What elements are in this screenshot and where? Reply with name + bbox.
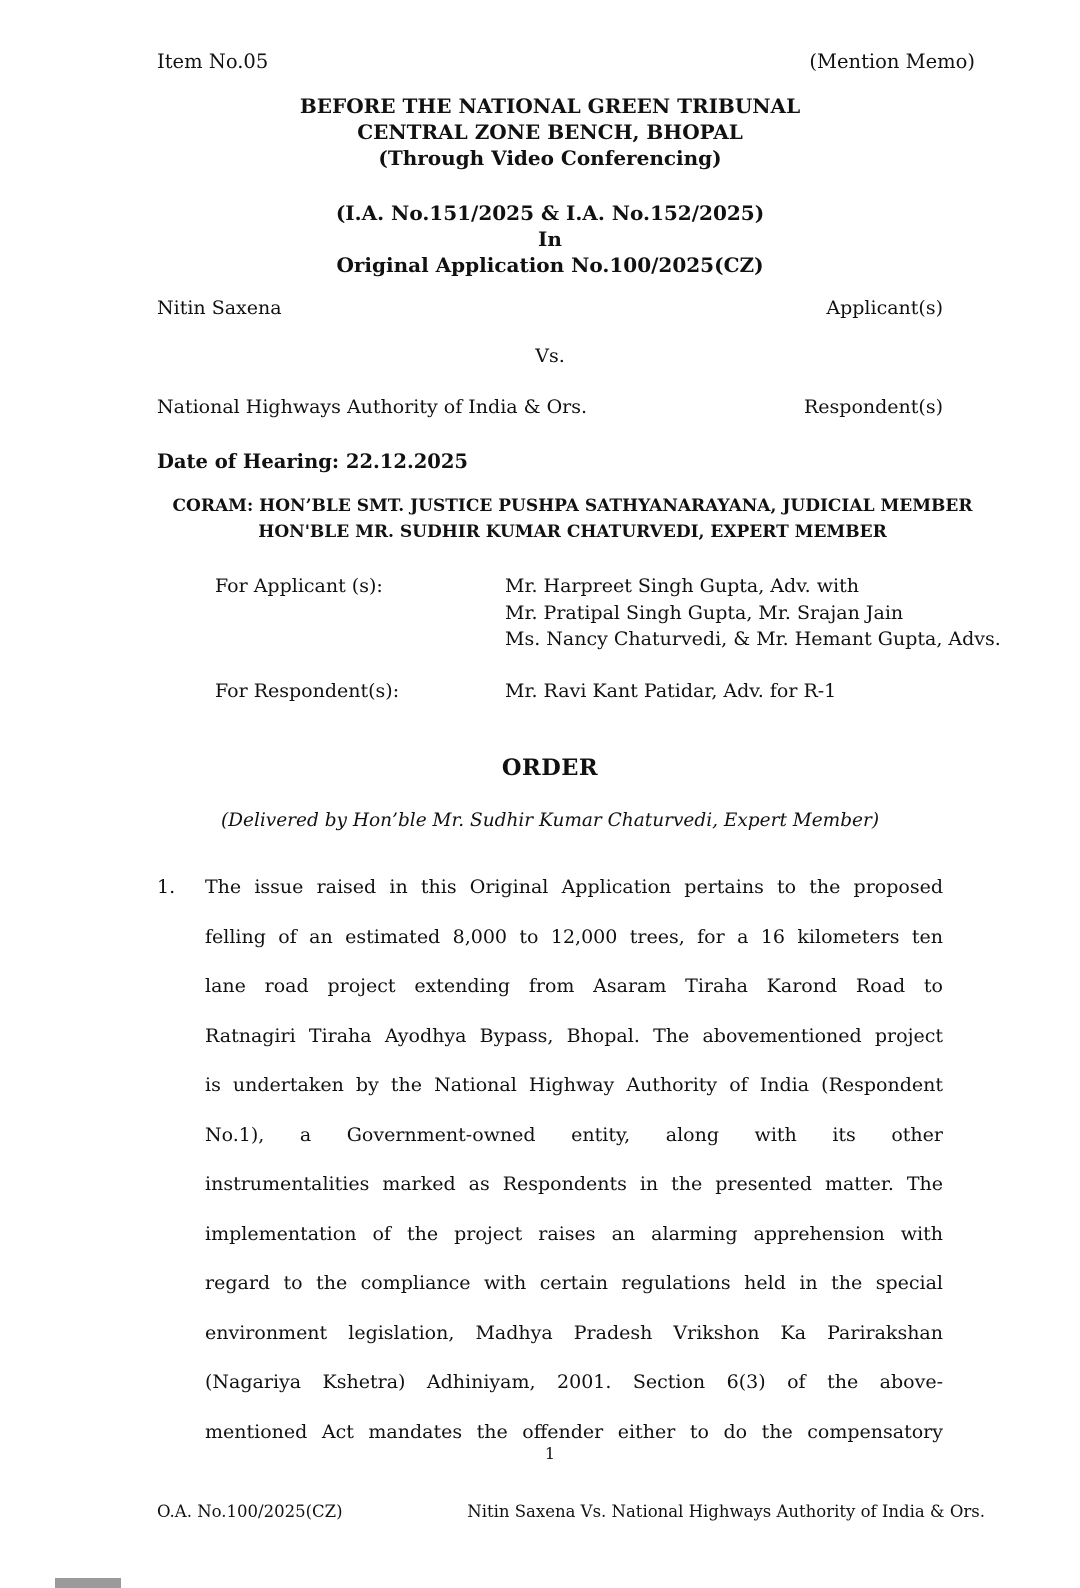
paragraph-line: is undertaken by the National Highway Authority of India (Respondent [205, 1074, 943, 1096]
respondent-row [157, 396, 943, 418]
paragraph-line: The issue raised in this Original Application pertains to the proposed [205, 876, 943, 898]
mention-memo: (Mention Memo) [809, 50, 975, 73]
header-row [157, 50, 975, 73]
appearance-respondent-counsel [505, 678, 1080, 705]
footer-case-title: Nitin Saxena Vs. National Highways Authority of India & Ors. [467, 1502, 985, 1521]
paragraph-line: implementation of the project raises an alarming apprehension with [205, 1222, 943, 1245]
paragraph-number: 1. [157, 876, 176, 898]
page-number: 1 [544, 1444, 556, 1463]
paragraph-line: instrumentalities marked as Respondents in the presented matter. The [205, 1173, 943, 1195]
footer-row [157, 1502, 985, 1521]
applicant-row [157, 297, 943, 319]
paragraph-line: lane road project extending from Asaram Tiraha Karond Road to [205, 975, 943, 997]
appearance-applicant-label: For Applicant (s): [215, 575, 383, 597]
counsel-line: Mr. Pratipal Singh Gupta, Mr. Srajan Jain [505, 601, 904, 624]
counsel-line: Ms. Nancy Chaturvedi, & Mr. Hemant Gupta, Advs. [505, 628, 1001, 650]
appearance-applicant [215, 573, 1080, 653]
scrollbar-thumb[interactable] [55, 1578, 121, 1588]
paragraph-line: (Nagariya Kshetra) Adhiniyam, 2001. Section 6(3) of the above- [205, 1371, 943, 1393]
paragraph-line: No.1), a Government-owned entity, along with its other [205, 1123, 943, 1146]
versus: Vs. [535, 345, 565, 367]
counsel-line: Mr. Harpreet Singh Gupta, Adv. with [505, 575, 859, 597]
paragraph-text [205, 863, 943, 1457]
paragraph-line: felling of an estimated 8,000 to 12,000 trees, for a 16 kilometers ten [205, 925, 943, 948]
paragraph-line: mentioned Act mandates the offender either to do the compensatory [205, 1420, 943, 1443]
oa-number: Original Application No.100/2025(CZ) [336, 253, 764, 277]
item-number: Item No.05 [157, 50, 269, 73]
order-heading: ORDER [501, 755, 599, 781]
date-of-hearing: Date of Hearing: 22.12.2025 [157, 450, 469, 473]
respondent-name: National Highways Authority of India & Ors. [157, 396, 588, 418]
coram [157, 493, 988, 545]
footer-case-number: O.A. No.100/2025(CZ) [157, 1502, 343, 1521]
tribunal-title-line2: CENTRAL ZONE BENCH, BHOPAL [357, 120, 743, 144]
order-paragraph-1 [157, 863, 943, 1457]
ia-numbers: (I.A. No.151/2025 & I.A. No.152/2025) [335, 201, 765, 225]
coram-line2: HON'BLE MR. SUDHIR KUMAR CHATURVEDI, EXPERT MEMBER [258, 522, 887, 542]
applicant-label: Applicant(s) [826, 297, 943, 319]
delivered-by-line: (Delivered by Hon’ble Mr. Sudhir Kumar Chaturvedi, Expert Member) [220, 810, 880, 831]
appearance-applicant-counsel [505, 573, 1080, 653]
paragraph-line: environment legislation, Madhya Pradesh Vrikshon Ka Parirakshan [205, 1321, 943, 1344]
appearance-respondent-label: For Respondent(s): [215, 680, 400, 702]
case-numbers [157, 200, 943, 278]
appearance-respondent [215, 678, 1080, 705]
tribunal-title-line1: BEFORE THE NATIONAL GREEN TRIBUNAL [299, 94, 801, 118]
tribunal-title-line3: (Through Video Conferencing) [378, 146, 722, 170]
paragraph-line: regard to the compliance with certain regulations held in the special [205, 1272, 943, 1294]
in-word: In [538, 227, 562, 251]
tribunal-title [157, 93, 943, 171]
respondent-label: Respondent(s) [804, 396, 943, 418]
applicant-name: Nitin Saxena [157, 297, 282, 319]
coram-line1: CORAM: HON’BLE SMT. JUSTICE PUSHPA SATHYANARAYANA, JUDICIAL MEMBER [172, 496, 973, 516]
paragraph-line: Ratnagiri Tiraha Ayodhya Bypass, Bhopal. The abovementioned project [205, 1024, 943, 1047]
counsel-line: Mr. Ravi Kant Patidar, Adv. for R-1 [505, 680, 837, 702]
